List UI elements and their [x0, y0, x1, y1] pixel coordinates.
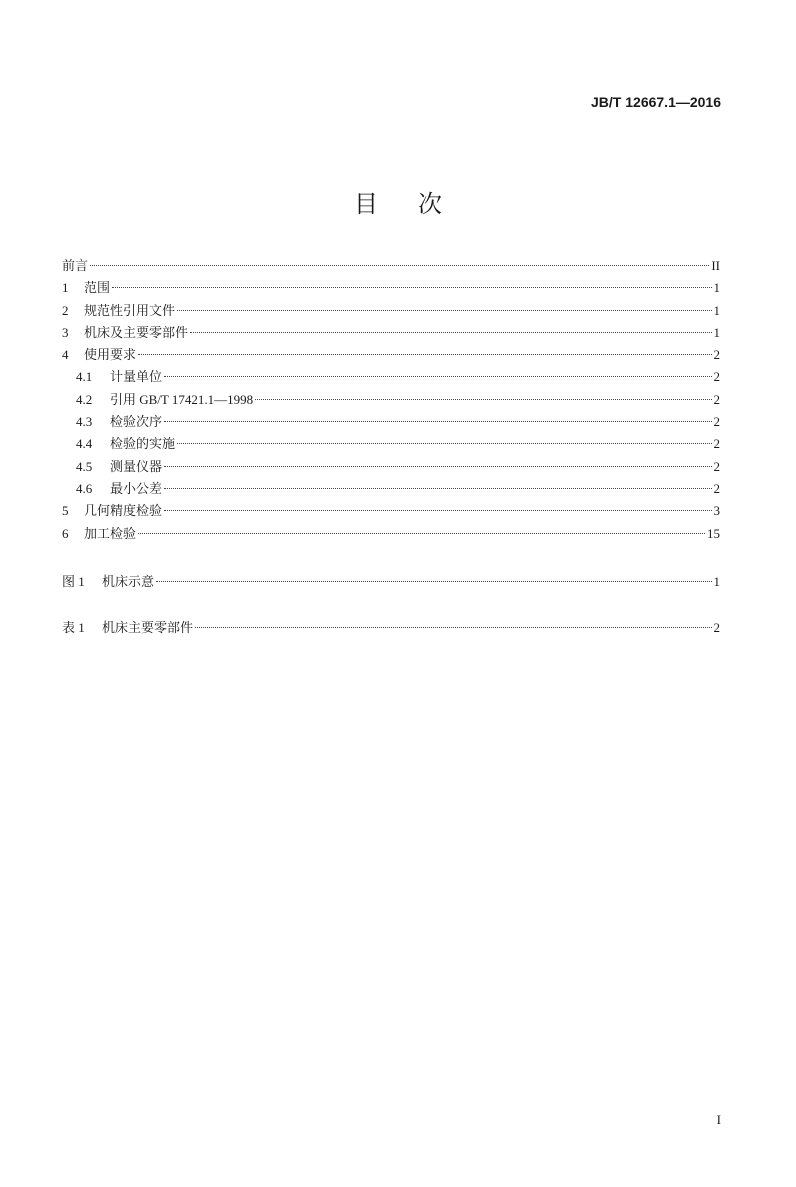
toc-entry[interactable]: [62, 255, 720, 277]
dot-leader: [138, 354, 711, 355]
toc-entry[interactable]: [62, 500, 720, 522]
toc-entry-number: 6: [62, 525, 69, 541]
toc-entry-label: 引用 GB/T 17421.1—1998: [110, 391, 254, 407]
toc-entry-number: 4: [62, 347, 69, 363]
dot-leader: [190, 332, 711, 333]
dot-leader: [164, 376, 711, 377]
dot-leader: [195, 627, 711, 628]
dot-leader: [255, 399, 711, 400]
figure-list: [62, 571, 720, 593]
toc-entry-label: 前言: [62, 258, 89, 273]
toc-entry[interactable]: [62, 433, 720, 455]
toc-entry[interactable]: [62, 411, 720, 433]
toc-entry-label: 检验次序: [110, 414, 163, 430]
toc-entry[interactable]: [62, 389, 720, 411]
toc-entry-page: 1: [713, 280, 720, 296]
toc-entry[interactable]: [62, 366, 720, 388]
toc-entry-page: 3: [713, 503, 720, 519]
toc-entry-label: 计量单位: [110, 369, 163, 385]
dot-leader: [164, 488, 711, 489]
toc-entry-number: 4.5: [76, 458, 93, 474]
toc-entry-page: 2: [713, 369, 720, 385]
toc-entry-number: 图 1: [62, 573, 85, 589]
toc-entry[interactable]: [62, 571, 720, 593]
toc-entry[interactable]: [62, 300, 720, 322]
toc-entry-page: 2: [713, 391, 720, 407]
toc-entry[interactable]: [62, 322, 720, 344]
dot-leader: [138, 533, 705, 534]
toc-entry[interactable]: [62, 523, 720, 545]
toc-entry-page: 1: [713, 302, 720, 318]
toc-entry-label: 机床及主要零部件: [84, 324, 189, 340]
toc-entry-label: 机床主要零部件: [102, 620, 194, 636]
dot-leader: [164, 510, 711, 511]
dot-leader: [177, 443, 711, 444]
table-list: [62, 617, 720, 639]
toc-entry[interactable]: [62, 617, 720, 639]
toc-title-char-2: 次: [418, 192, 442, 218]
toc-entry[interactable]: [62, 456, 720, 478]
toc-entry[interactable]: [62, 277, 720, 299]
toc-entry-number: 3: [62, 324, 69, 340]
toc-entry-page: 2: [713, 458, 720, 474]
toc-entry-number: 5: [62, 503, 69, 519]
page-number: I: [716, 1112, 721, 1127]
toc-entry-number: 1: [62, 280, 69, 296]
toc-title: [0, 184, 796, 219]
toc-entry-page: 1: [713, 573, 720, 589]
toc-entry-label: 几何精度检验: [84, 503, 163, 519]
toc-entry-label: 范围: [84, 280, 111, 296]
dot-leader: [164, 466, 711, 467]
toc-title-char-1: 目: [354, 192, 378, 218]
dot-leader: [164, 421, 711, 422]
toc-entry[interactable]: [62, 344, 720, 366]
toc-entry-number: 2: [62, 302, 69, 318]
toc-entries: [62, 255, 720, 545]
toc-entry-number: 4.4: [76, 436, 93, 452]
dot-leader: [90, 265, 709, 266]
toc-entry-label: 测量仪器: [110, 458, 163, 474]
toc-entry-page: 2: [713, 347, 720, 363]
toc-entry-page: 2: [713, 620, 720, 636]
dot-leader: [112, 287, 711, 288]
toc-entry-label: 检验的实施: [110, 436, 176, 452]
toc-entry-page: 2: [713, 480, 720, 496]
dot-leader: [177, 310, 711, 311]
table-of-contents: [62, 255, 720, 639]
toc-entry-number: 4.6: [76, 480, 93, 496]
toc-entry-number: 4.2: [76, 391, 93, 407]
toc-entry-number: 4.3: [76, 414, 93, 430]
toc-entry-number: 4.1: [76, 369, 93, 385]
toc-entry-label: 规范性引用文件: [84, 302, 176, 318]
toc-entry-label: 加工检验: [84, 525, 137, 541]
toc-entry-page: II: [711, 258, 720, 273]
toc-entry-label: 使用要求: [84, 347, 137, 363]
toc-entry-label: 机床示意: [102, 573, 155, 589]
standard-code: JB/T 12667.1—2016: [591, 94, 721, 110]
toc-entry-number: 表 1: [62, 620, 85, 636]
toc-entry-page: 15: [707, 525, 720, 541]
toc-entry-page: 2: [713, 414, 720, 430]
dot-leader: [156, 581, 711, 582]
toc-entry-page: 1: [713, 324, 720, 340]
toc-entry-page: 2: [713, 436, 720, 452]
toc-entry-label: 最小公差: [110, 480, 163, 496]
toc-entry[interactable]: [62, 478, 720, 500]
